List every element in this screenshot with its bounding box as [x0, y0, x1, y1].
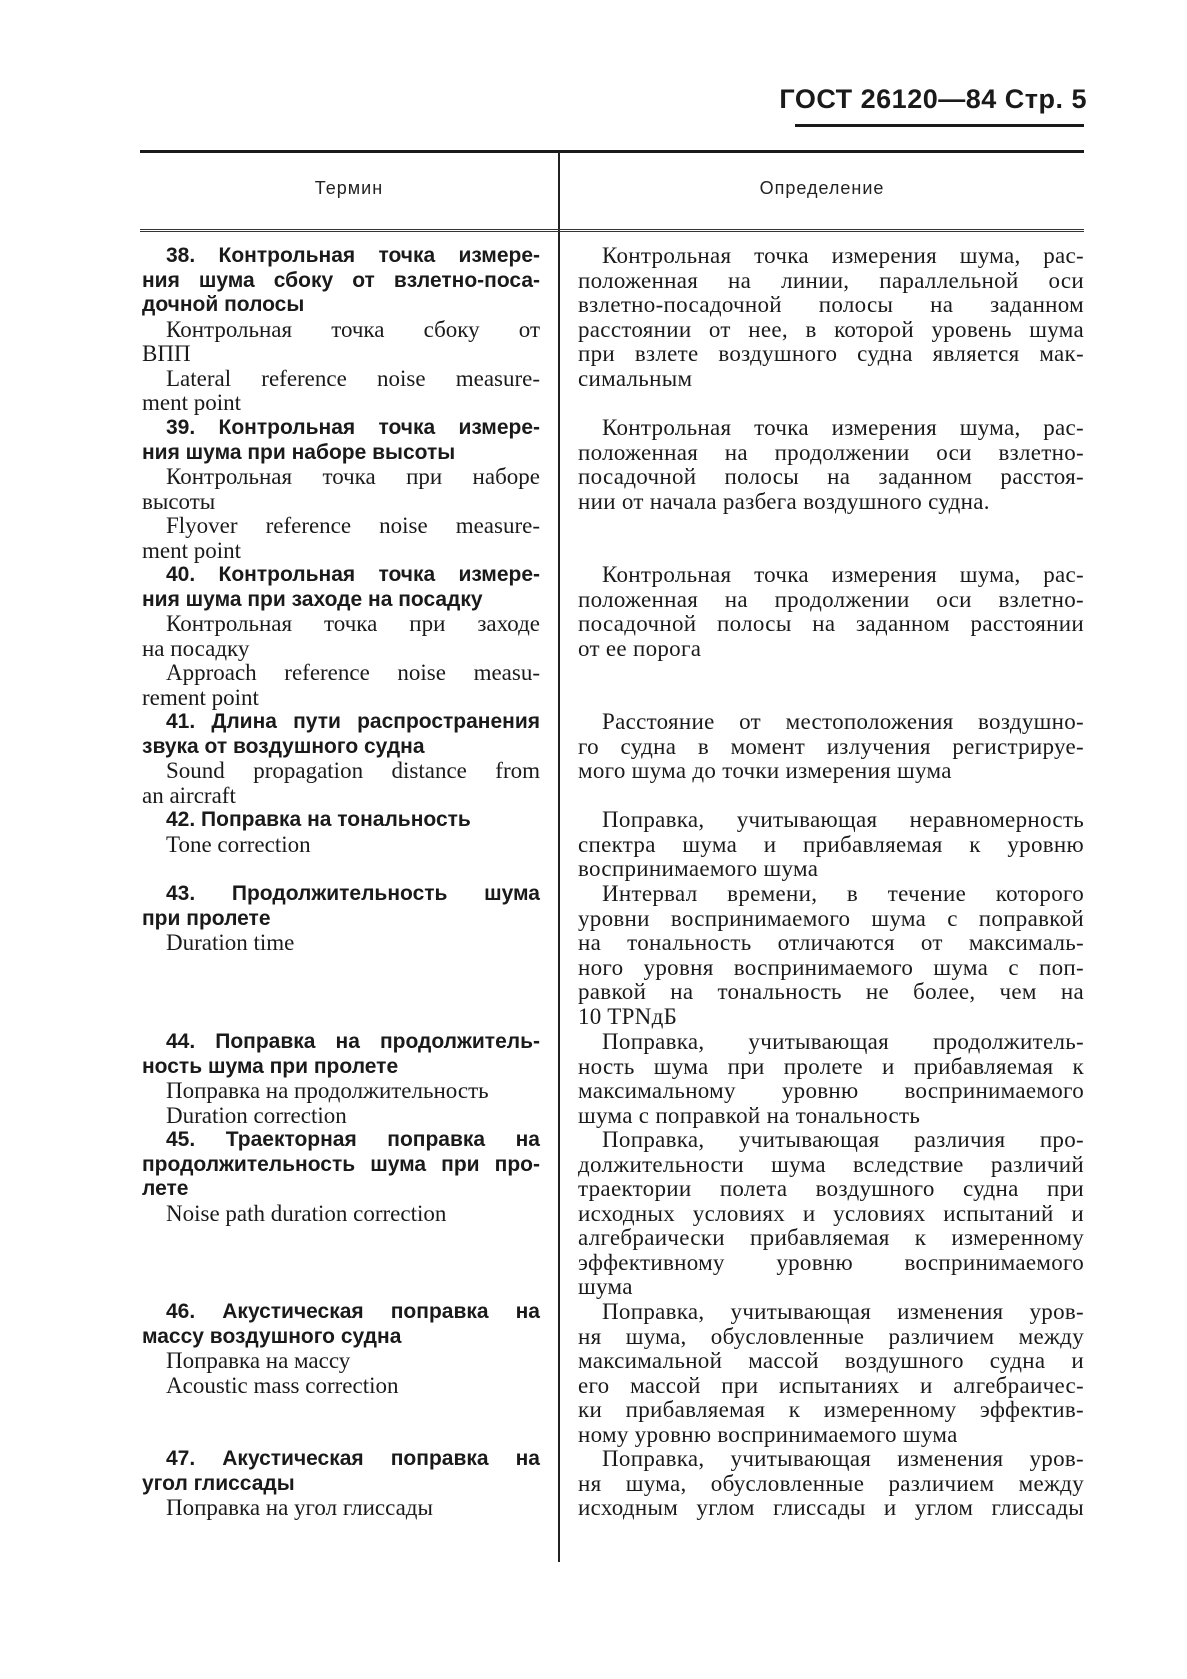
term-title-line: 39. Контрольная точка измере- [166, 416, 540, 439]
term-43 [142, 882, 540, 956]
term-english-line: Acoustic mass correction [166, 1372, 399, 1398]
term-synonym-line: высоты [142, 488, 216, 514]
definition-line: ня шума, обусловленные различием между [578, 1323, 1084, 1349]
term-title-line: ния шума сбоку от взлетно-поса- [142, 268, 540, 292]
term-47 [142, 1447, 540, 1521]
definition-line: от ее порога [578, 635, 702, 661]
term-english-line: Sound propagation distance from [166, 758, 540, 783]
definition-line: ня шума, обусловленные различием между [578, 1470, 1084, 1496]
table-header-rule [140, 229, 1084, 232]
term-english-line: Noise path duration correction [166, 1200, 447, 1226]
term-46 [142, 1300, 540, 1398]
definition-46 [578, 1300, 1084, 1447]
term-title-line: 41. Длина пути распространения [166, 710, 540, 733]
term-english-line: an aircraft [142, 782, 236, 808]
term-synonym-line: Контрольная точка при заходе [166, 611, 540, 636]
term-title-line: ния шума при заходе на посадку [142, 587, 483, 611]
term-44 [142, 1030, 540, 1128]
term-38 [142, 244, 540, 416]
term-title-line: 46. Акустическая поправка на [166, 1300, 540, 1323]
definition-line: должительности шума вследствие различий [578, 1151, 1084, 1177]
term-39 [142, 416, 540, 563]
term-english-line: Flyover reference noise measure- [166, 513, 540, 538]
definition-line: ки прибавляемая к измеренному эффектив- [578, 1397, 1084, 1422]
definition-line: Поправка, учитывающая изменения уров- [602, 1299, 1084, 1324]
term-title-line: 42. Поправка на тональность [166, 808, 471, 831]
definition-line: положенная на продолжении оси взлетно- [578, 586, 1084, 612]
definition-line: максимальному уровню воспринимаемого [578, 1078, 1084, 1103]
term-title-line: лете [142, 1177, 189, 1200]
term-english-line: rement point [142, 684, 259, 710]
term-45 [142, 1128, 540, 1226]
term-42 [142, 808, 540, 857]
column-header-definition: Определение [759, 178, 885, 198]
column-header-term: Термин [314, 178, 384, 198]
definition-line: траектории полета воздушного судна при [578, 1176, 1084, 1201]
definition-line: равкой на тональность не более, чем на [578, 979, 1084, 1004]
definition-line: мого шума до точки измерения шума [578, 758, 952, 783]
definition-line: шума [578, 1274, 633, 1299]
definition-line: воспринимаемого шума [578, 856, 819, 881]
definition-line: взлетно-посадочной полосы на заданном [578, 292, 1084, 317]
term-title-line: 43. Продолжительность шума [166, 882, 540, 905]
definition-line: Контрольная точка измерения шума, рас- [602, 562, 1084, 587]
definition-line: шума с поправкой на тональность [578, 1102, 921, 1128]
definition-line: ному уровню воспринимаемого шума [578, 1421, 958, 1447]
definition-line: уровни воспринимаемого шума с поправкой [578, 905, 1084, 931]
term-title-line: 40. Контрольная точка измере- [166, 563, 540, 586]
term-title-line: продолжительность шума при про- [142, 1152, 540, 1176]
definition-40 [578, 563, 1084, 661]
term-synonym-line: на посадку [142, 635, 250, 661]
definition-line: на тональность отличаются от максималь- [578, 930, 1084, 955]
term-title-line: ния шума при наборе высоты [142, 440, 456, 464]
term-title-line: 45. Траекторная поправка на [166, 1128, 540, 1151]
term-title-line: звука от воздушного судна [142, 734, 425, 758]
term-title-line: 44. Поправка на продолжитель- [166, 1030, 540, 1053]
term-english-line: Duration time [166, 930, 295, 955]
term-title-line: массу воздушного судна [142, 1324, 402, 1348]
definition-line: посадочной полосы на заданном расстоя- [578, 464, 1084, 489]
table-top-rule [140, 150, 1084, 153]
definition-line: положенная на продолжении оси взлетно- [578, 439, 1084, 465]
term-title-line: дочной полосы [142, 293, 305, 316]
term-title-line: угол глиссады [142, 1471, 295, 1495]
definition-line: Контрольная точка измерения шума, рас- [602, 243, 1084, 268]
definition-line: Интервал времени, в течение которого [602, 881, 1084, 906]
term-title-line: при пролете [142, 906, 271, 930]
definition-line: исходных условиях и условиях испытаний и [578, 1200, 1084, 1226]
term-41 [142, 710, 540, 808]
term-title-line: 47. Акустическая поправка на [166, 1447, 540, 1470]
term-english-line: ment point [142, 537, 242, 563]
definition-line: расстоянии от нее, в которой уровень шума [578, 316, 1084, 342]
definition-39 [578, 416, 1084, 514]
definition-44 [578, 1030, 1084, 1128]
definition-43 [578, 882, 1084, 1029]
definition-line: Поправка, учитывающая изменения уров- [602, 1446, 1084, 1471]
definition-line: ного уровня воспринимаемого шума с поп- [578, 954, 1084, 980]
term-synonym-line: Поправка на продолжительность [166, 1078, 489, 1103]
definition-line: при взлете воздушного судна является мак- [578, 341, 1084, 366]
definition-line: Поправка, учитывающая различия про- [602, 1127, 1084, 1152]
term-english-line: Lateral reference noise measure- [166, 365, 540, 391]
definition-line: Поправка, учитывающая неравномерность [602, 807, 1084, 832]
definition-line: нии от начала разбега воздушного судна. [578, 488, 990, 514]
definition-line: го судна в момент излучения регистрируе- [578, 733, 1084, 759]
definition-45 [578, 1128, 1084, 1300]
term-synonym-line: ВПП [142, 341, 191, 366]
definition-line: Поправка, учитывающая продолжитель- [602, 1029, 1084, 1054]
definition-line: эффективному уровню воспринимаемого [578, 1249, 1084, 1275]
definition-line: посадочной полосы на заданном расстоянии [578, 611, 1084, 636]
page-header: ГОСТ 26120—84 Стр. 5 [779, 84, 1087, 114]
definition-line: его массой при испытаниях и алгебраичес- [578, 1372, 1084, 1398]
definition-38 [578, 244, 1084, 391]
term-title-line: ность шума при пролете [142, 1054, 399, 1078]
definition-line: алгебраически прибавляемая к измеренному [578, 1225, 1084, 1250]
header-rule [795, 124, 1084, 127]
definition-47 [578, 1447, 1084, 1521]
term-english-line: Approach reference noise measu- [166, 660, 540, 685]
definition-line: ность шума при пролете и прибавляемая к [578, 1053, 1084, 1079]
definition-42 [578, 808, 1084, 882]
column-divider [558, 152, 560, 1562]
term-synonym-line: Контрольная точка сбоку от [166, 316, 540, 342]
term-english-line: ment point [142, 390, 242, 415]
definition-line: Контрольная точка измерения шума, рас- [602, 415, 1084, 440]
definition-line: положенная на линии, параллельной оси [578, 267, 1084, 293]
definition-line: симальным [578, 365, 693, 391]
definition-line: исходным углом глиссады и углом глиссады [578, 1495, 1084, 1520]
definition-41 [578, 710, 1084, 784]
definition-line: максимальной массой воздушного судна и [578, 1348, 1084, 1373]
term-english-line: Tone correction [166, 831, 311, 857]
definition-line: Расстояние от местоположения воздушно- [602, 709, 1084, 734]
term-title-line: 38. Контрольная точка измере- [166, 244, 540, 267]
term-synonym-line: Контрольная точка при наборе [166, 464, 540, 489]
definition-line: спектра шума и прибавляемая к уровню [578, 831, 1084, 857]
term-synonym-line: Поправка на угол глиссады [166, 1495, 433, 1520]
term-synonym-line: Поправка на массу [166, 1348, 351, 1373]
term-40 [142, 563, 540, 710]
definition-line: 10 TPNдБ [578, 1003, 678, 1029]
term-english-line: Duration correction [166, 1102, 347, 1128]
